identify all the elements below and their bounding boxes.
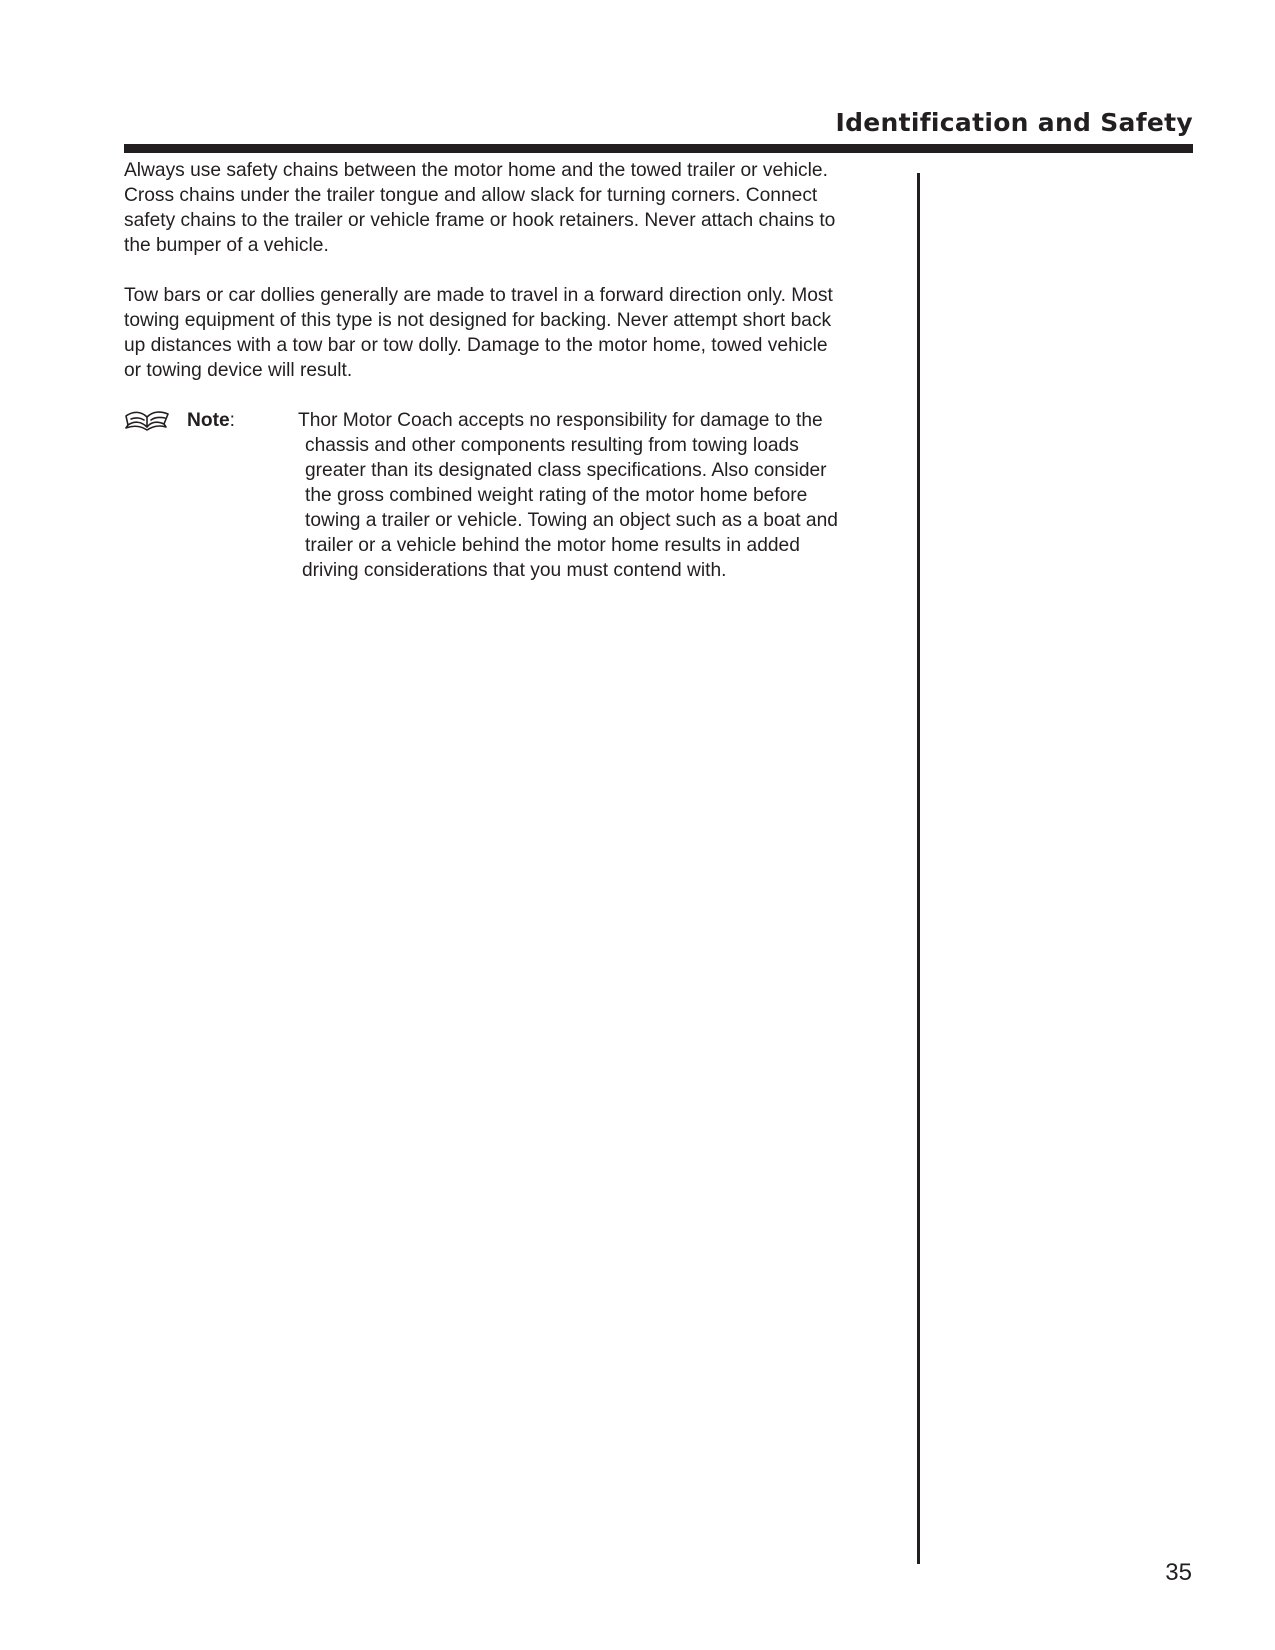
text-line: the bumper of a vehicle. — [124, 235, 329, 256]
header-rule — [124, 144, 1193, 153]
text-line: Tow bars or car dollies generally are made to travel in a forward direction only. Most — [124, 285, 833, 306]
note-line: trailer or a vehicle behind the motor home results in added — [305, 535, 800, 556]
paragraph-safety-chains — [124, 158, 924, 258]
note-line: towing a trailer or vehicle. Towing an object such as a boat and — [305, 510, 838, 531]
note-line: the gross combined weight rating of the motor home before — [305, 485, 808, 506]
note-line: driving considerations that you must contend with. — [302, 560, 727, 581]
open-book-icon — [124, 408, 170, 434]
text-line: safety chains to the trailer or vehicle frame or hook retainers. Never attach chains to — [124, 210, 836, 231]
section-title: Identification and Safety — [835, 108, 1193, 137]
note-line: chassis and other components resulting from towing loads — [305, 435, 799, 456]
page-number: 35 — [1165, 1559, 1192, 1586]
text-line: up distances with a tow bar or tow dolly. Damage to the motor home, towed vehicle — [124, 335, 828, 356]
note-line: greater than its designated class specifications. Also consider — [305, 460, 827, 481]
note-label-text: Note — [187, 410, 230, 431]
note-line: Thor Motor Coach accepts no responsibility for damage to the — [298, 410, 823, 431]
text-line: towing equipment of this type is not designed for backing. Never attempt short back — [124, 310, 832, 331]
note-label-colon: : — [229, 410, 235, 431]
paragraph-tow-bars — [124, 283, 924, 383]
text-line: Always use safety chains between the motor home and the towed trailer or vehicle. — [124, 160, 828, 181]
note-label — [187, 408, 235, 433]
text-line: or towing device will result. — [124, 360, 353, 381]
note-text — [298, 408, 918, 583]
text-line: Cross chains under the trailer tongue and allow slack for turning corners. Connect — [124, 185, 818, 206]
